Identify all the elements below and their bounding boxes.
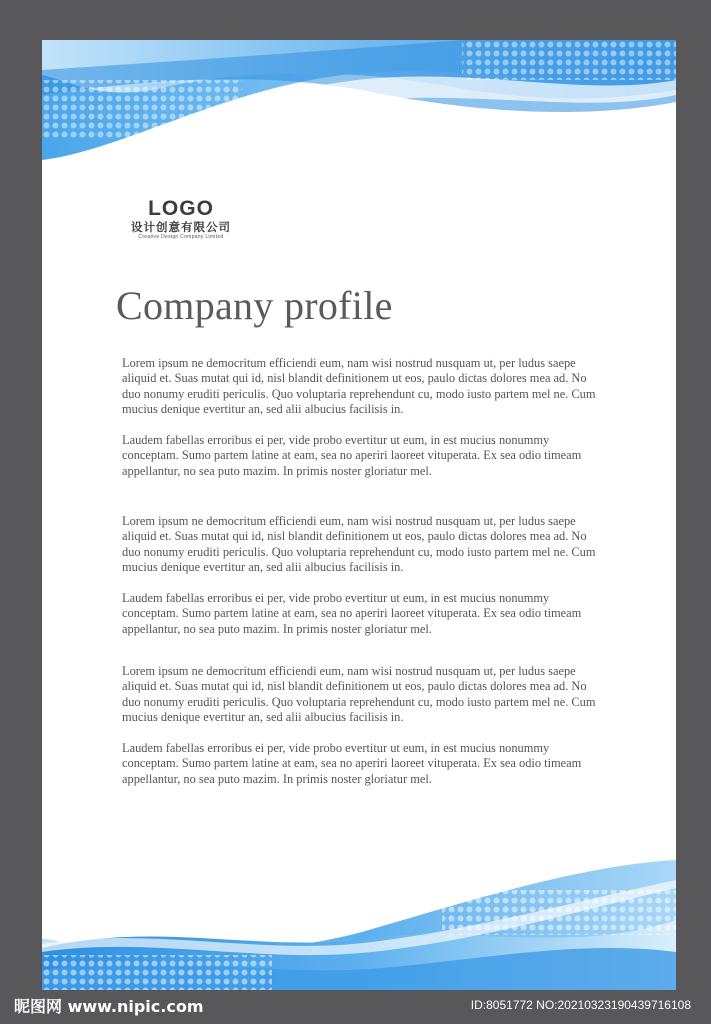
paragraph-3: Lorem ipsum ne democritum efficiendi eum, nam wisi nostrud nusquam ut, per ludus saepe aliquid et. Suas mutat qui id, nisl blandit definitionem ut eos, paulo dictas dolores mea ad. No duo nonumy eruditi periculis. Quo voluptaria reprehendunt cu, modo iusto partem mel ne. Cum mucius denique evertitur an, sed alii albucius facilisis in. <box>122 514 596 574</box>
logo-chinese-name: 设计创意有限公司 <box>131 220 231 234</box>
watermark-site: 昵图网 www.nipic.com <box>14 997 204 1016</box>
logo-english-name: Creative Design Company Limited <box>138 234 224 240</box>
paragraph-4: Laudem fabellas erroribus ei per, vide probo evertitur ut eum, in est mucius nonummy conceptam. Sumo partem latine at eam, sea no aperiri laoreet vituperata. Ex sea odio timeam appellantur, no sea puto mazim. In primis noster gloriatur mel. <box>122 591 582 636</box>
bottom-wave-decoration <box>42 860 676 990</box>
paragraph-6: Laudem fabellas erroribus ei per, vide probo evertitur ut eum, in est mucius nonummy conceptam. Sumo partem latine at eam, sea no aperiri laoreet vituperata. Ex sea odio timeam appellantur, no sea puto mazim. In primis noster gloriatur mel. <box>122 741 582 786</box>
top-wave-decoration <box>42 40 676 170</box>
logo-mark: LOGO <box>148 197 214 220</box>
paragraph-1: Lorem ipsum ne democritum efficiendi eum, nam wisi nostrud nusquam ut, per ludus saepe aliquid et. Suas mutat qui id, nisl blandit definitionem ut eos, paulo dictas dolores mea ad. No duo nonumy eruditi periculis. Quo voluptaria reprehendunt cu, modo iusto partem mel ne. Cum mucius denique evertitur an, sed alii albucius facilisis in. <box>122 356 596 416</box>
letterhead-page <box>42 40 676 990</box>
paragraph-5: Lorem ipsum ne democritum efficiendi eum, nam wisi nostrud nusquam ut, per ludus saepe aliquid et. Suas mutat qui id, nisl blandit definitionem ut eos, paulo dictas dolores mea ad. No duo nonumy eruditi periculis. Quo voluptaria reprehendunt cu, modo iusto partem mel ne. Cum mucius denique evertitur an, sed alii albucius facilisis in. <box>122 664 596 724</box>
watermark-id: ID:8051772 NO:20210323190439716108 <box>470 998 691 1012</box>
paragraph-2: Laudem fabellas erroribus ei per, vide probo evertitur ut eum, in est mucius nonummy conceptam. Sumo partem latine at eam, sea no aperiri laoreet vituperata. Ex sea odio timeam appellantur, no sea puto mazim. In primis noster gloriatur mel. <box>122 433 582 478</box>
page-title: Company profile <box>116 283 393 328</box>
company-logo <box>118 198 244 241</box>
